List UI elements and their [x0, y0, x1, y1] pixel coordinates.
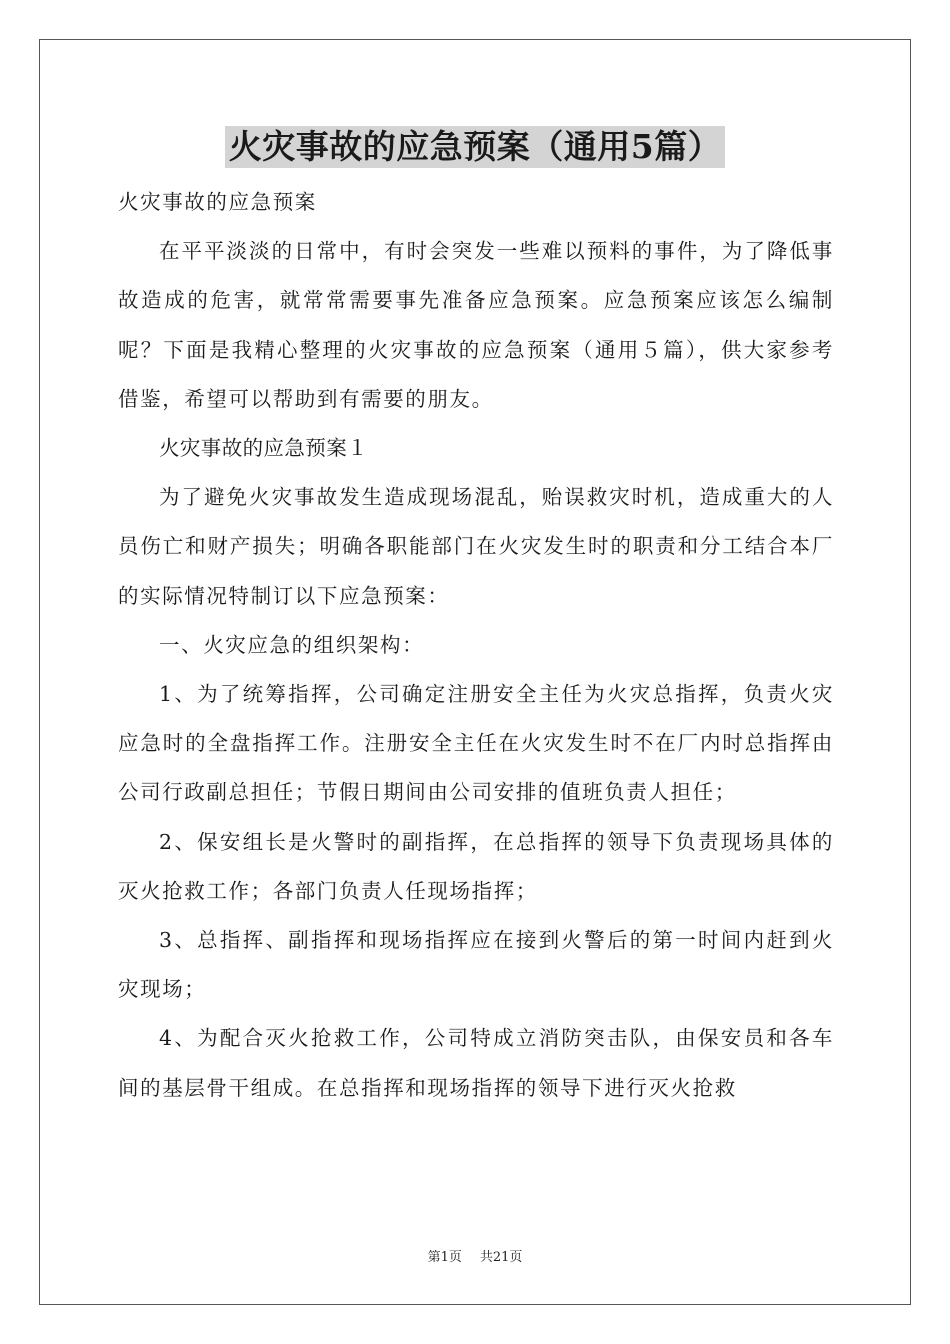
paragraph-item-4: 4、为配合灭火抢救工作，公司特成立消防突击队，由保安员和各车间的基层骨干组成。在总指挥和现场指挥的领导下进行灭火抢救 [118, 1026, 834, 1100]
section-heading-organization: 一、火灾应急的组织架构： [159, 632, 425, 657]
section-heading-1: 火灾事故的应急预案１ [159, 436, 368, 461]
paragraph-item-1: 1、为了统筹指挥，公司确定注册安全主任为火灾总指挥，负责火灾应急时的全盘指挥工作。注册安全主任在火灾发生时不在厂内时总指挥由公司行政副总担任；节假日期间由公司安排的值班负责人担任； [118, 682, 834, 805]
page-number: 第1页 [427, 1250, 462, 1265]
document-body [118, 178, 834, 1113]
title-container [0, 126, 950, 168]
paragraph-item-2: 2、保安组长是火警时的副指挥，在总指挥的领导下负责现场具体的灭火抢救工作；各部门负责人任现场指挥； [118, 829, 834, 903]
paragraph-purpose: 为了避免火灾事故发生造成现场混乱，贻误救灾时机，造成重大的人员伤亡和财产损失；明确各职能部门在火灾发生时的职责和分工结合本厂的实际情况特制订以下应急预案： [118, 485, 834, 608]
document-subtitle: 火灾事故的应急预案 [118, 190, 317, 214]
paragraph-item-3: 3、总指挥、副指挥和现场指挥应在接到火警后的第一时间内赶到火灾现场； [118, 928, 834, 1002]
document-title: 火灾事故的应急预案（通用5篇） [225, 126, 725, 168]
paragraph-intro: 在平平淡淡的日常中，有时会突发一些难以预料的事件，为了降低事故造成的危害，就常常需要事先准备应急预案。应急预案应该怎么编制呢？下面是我精心整理的火灾事故的应急预案（通用５篇），供大家参考借鉴，希望可以帮助到有需要的朋友。 [118, 239, 834, 411]
page-total: 共21页 [479, 1250, 523, 1265]
page-footer [0, 1246, 950, 1265]
